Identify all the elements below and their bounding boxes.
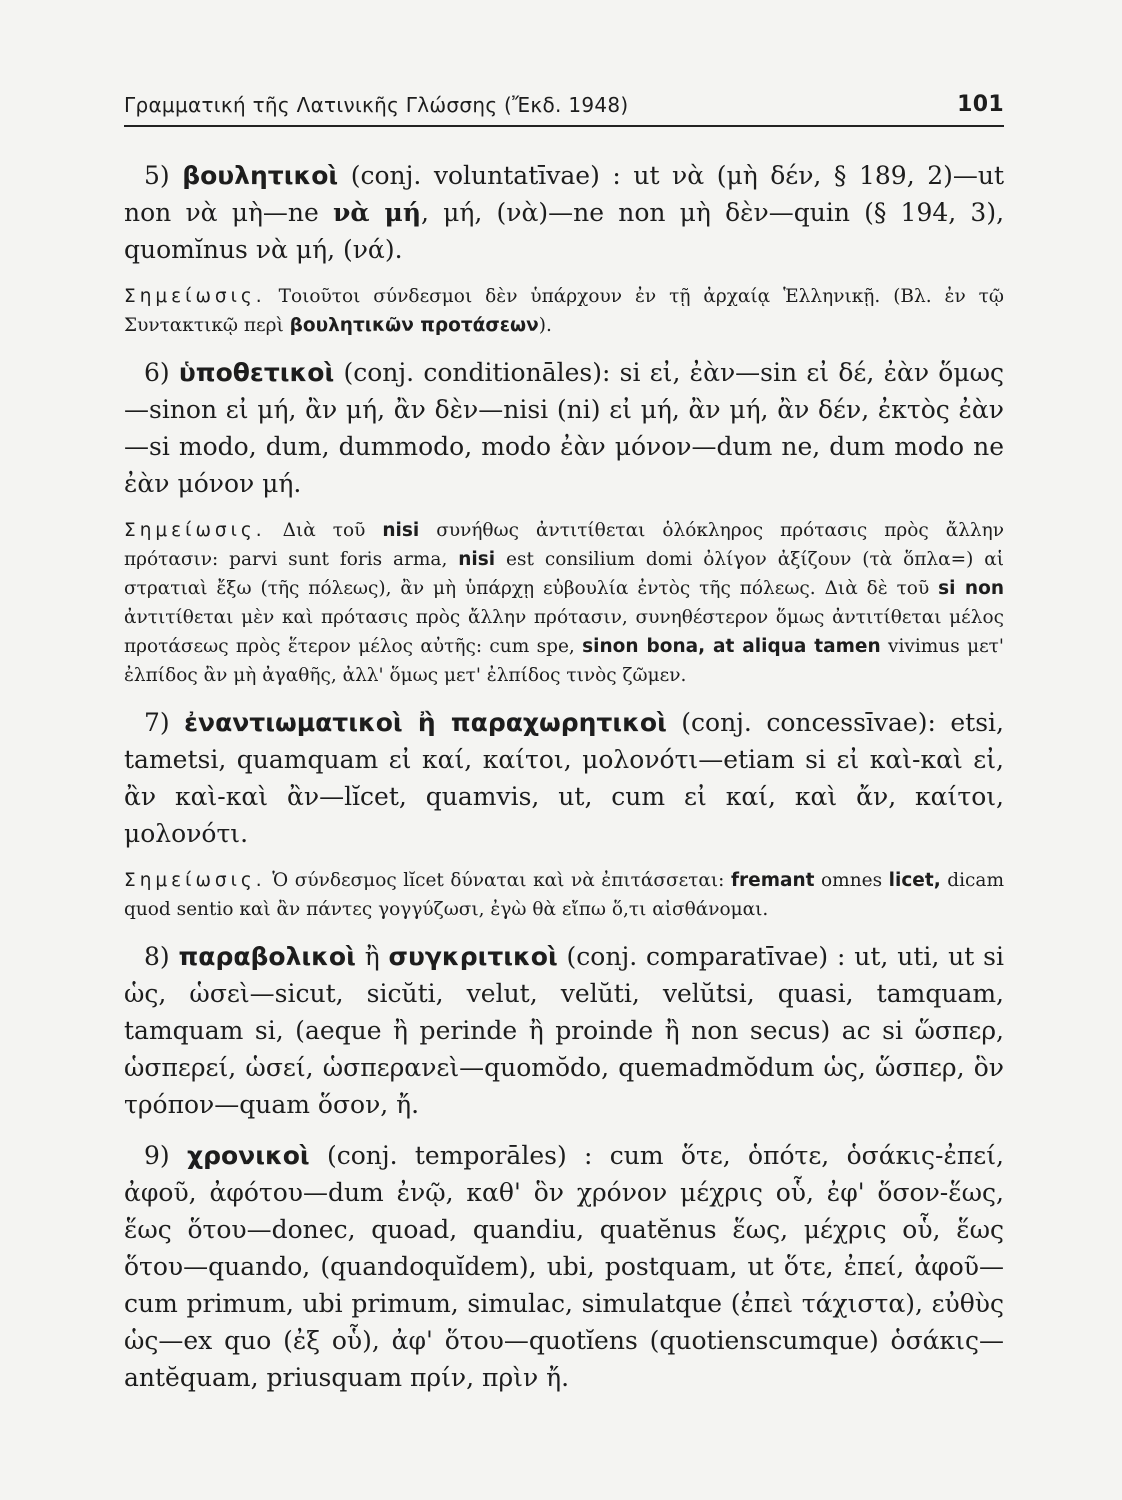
running-header <box>124 92 1004 127</box>
term-enantiomatikoi: ἐναντιωματικοὶ ἢ παραχωρητικοὶ <box>184 708 667 737</box>
page-number: 101 <box>957 92 1004 117</box>
paragraph-conditional: 6) ὑποθετικοὶ (conj. conditionāles): si εἰ, ἐὰν—sin εἰ δέ, ἐὰν ὅμως—sinon εἰ μή, ἂν μή, ἂν δὲν—nisi (ni) εἰ μή, ἂν μή, ἂν δέν, ἐκτὸς ἐὰν—si modo, dum, dummodo, modo ἐὰν μόνον—dum ne, dum modo ne ἐὰν μόνον μή. <box>124 358 1004 498</box>
term-chronikoi: χρονικοὶ <box>186 1141 310 1170</box>
page-body <box>124 157 1004 1396</box>
note-label: Σημείωσις. <box>124 520 266 541</box>
term-bouletikoi: βουλητικοὶ <box>182 161 339 190</box>
paragraph-temporal: 9) χρονικοὶ (conj. temporāles) : cum ὅτε, ὁπότε, ὁσάκις-ἐπεί, ἀφοῦ, ἀφότου—dum ἐνῷ, καθ' ὃν χρόνον μέχρις οὗ, ἐφ' ὅσον-ἕως, ἕως ὅτου—donec, quoad, quandiu, quatĕnus ἕως, μέχρις οὗ, ἕως ὅτου—quando, (quandoquĭdem), ubi, postquam, ut ὅτε, ἐπεί, ἀφοῦ—cum primum, ubi primum, simulac, simulatque (ἐπεὶ τάχιστα), εὐθὺς ὡς—ex quo (ἐξ οὗ), ἀφ' ὅτου—quotĭens (quotienscumque) ὁσάκις—antĕquam, priusquam πρίν, πρὶν ἤ. <box>124 1141 1004 1392</box>
note-conditional: Σημείωσις. Διὰ τοῦ nisi συνήθως ἀντιτίθεται ὁλόκληρος πρότασις πρὸς ἄλλην πρότασιν: parvi sunt foris arma, nisi est consilium domi ὀλίγον ἀξίζουν (τὰ ὅπλα=) αἱ στρατιαὶ ἔξω (τῆς πόλεως), ἂν μὴ ὑπάρχῃ εὐβουλία ἐντὸς τῆς πόλεως. Διὰ δὲ τοῦ si non ἀντιτίθεται μὲν καὶ πρότασις πρὸς ἄλλην πρότασιν, συνηθέστερον ὅμως ἀντιτίθεται μέλος προτάσεως πρὸς ἕτερον μέλος αὐτῆς: cum spe, sinon bona, at aliqua tamen vivimus μετ' ἐλπίδος ἂν μὴ ἀγαθῆς, ἀλλ' ὅμως μετ' ἐλπίδος τινὸς ζῶμεν. <box>124 520 1004 686</box>
note-label: Σημείωσις. <box>124 286 266 307</box>
note-label: Σημείωσις. <box>124 870 266 891</box>
term-hypothetikoi: ὑποθετικοὶ <box>178 358 335 387</box>
term-parabolikoi: παραβολικοὶ <box>178 942 356 971</box>
note-concessive: Σημείωσις. Ὁ σύνδεσμος lĭcet δύναται καὶ νὰ ἐπιτάσσεται: fremant omnes licet, dicam quod sentio καὶ ἂν πάντες γογγύζωσι, ἐγὼ θὰ εἴπω ὅ,τι αἰσθάνομαι. <box>124 870 1004 920</box>
running-title: Γραμματική τῆς Λατινικῆς Γλώσσης (Ἔκδ. 1948) <box>124 93 629 117</box>
paragraph-comparative: 8) παραβολικοὶ ἢ συγκριτικοὶ (conj. comparatīvae) : ut, uti, ut si ὡς, ὡσεὶ—sicut, sicŭti, velut, velŭti, velŭtsi, quasi, tamquam, tamquam si, (aeque ἢ perinde ἢ proinde ἢ non secus) ac si ὥσπερ, ὡσπερεί, ὡσεί, ὡσπερανεὶ—quomŏdo, quemadmŏdum ὡς, ὥσπερ, ὃν τρόπον—quam ὅσον, ἤ. <box>124 942 1004 1119</box>
term-synkritikoi: συγκριτικοὶ <box>388 942 558 971</box>
note-voluntative: Σημείωσις. Τοιοῦτοι σύνδεσμοι δὲν ὑπάρχουν ἐν τῇ ἀρχαίᾳ Ἑλληνικῇ. (Βλ. ἐν τῷ Συντακτικῷ περὶ βουλητικῶν προτάσεων). <box>124 286 1004 336</box>
paragraph-concessive: 7) ἐναντιωματικοὶ ἢ παραχωρητικοὶ (conj. concessīvae): etsi, tametsi, quamquam εἰ καί, καίτοι, μολονότι—etiam si εἰ καὶ-καὶ εἰ, ἂν καὶ-καὶ ἂν—lĭcet, quamvis, ut, cum εἰ καί, καὶ ἄν, καίτοι, μολονότι. <box>124 708 1004 848</box>
paragraph-voluntative: 5) βουλητικοὶ (conj. voluntatīvae) : ut νὰ (μὴ δέν, § 189, 2)—ut non νὰ μὴ—ne νὰ μή, μή, (νὰ)—ne non μὴ δὲν—quin (§ 194, 3), quomĭnus νὰ μή, (νά). <box>124 161 1005 264</box>
